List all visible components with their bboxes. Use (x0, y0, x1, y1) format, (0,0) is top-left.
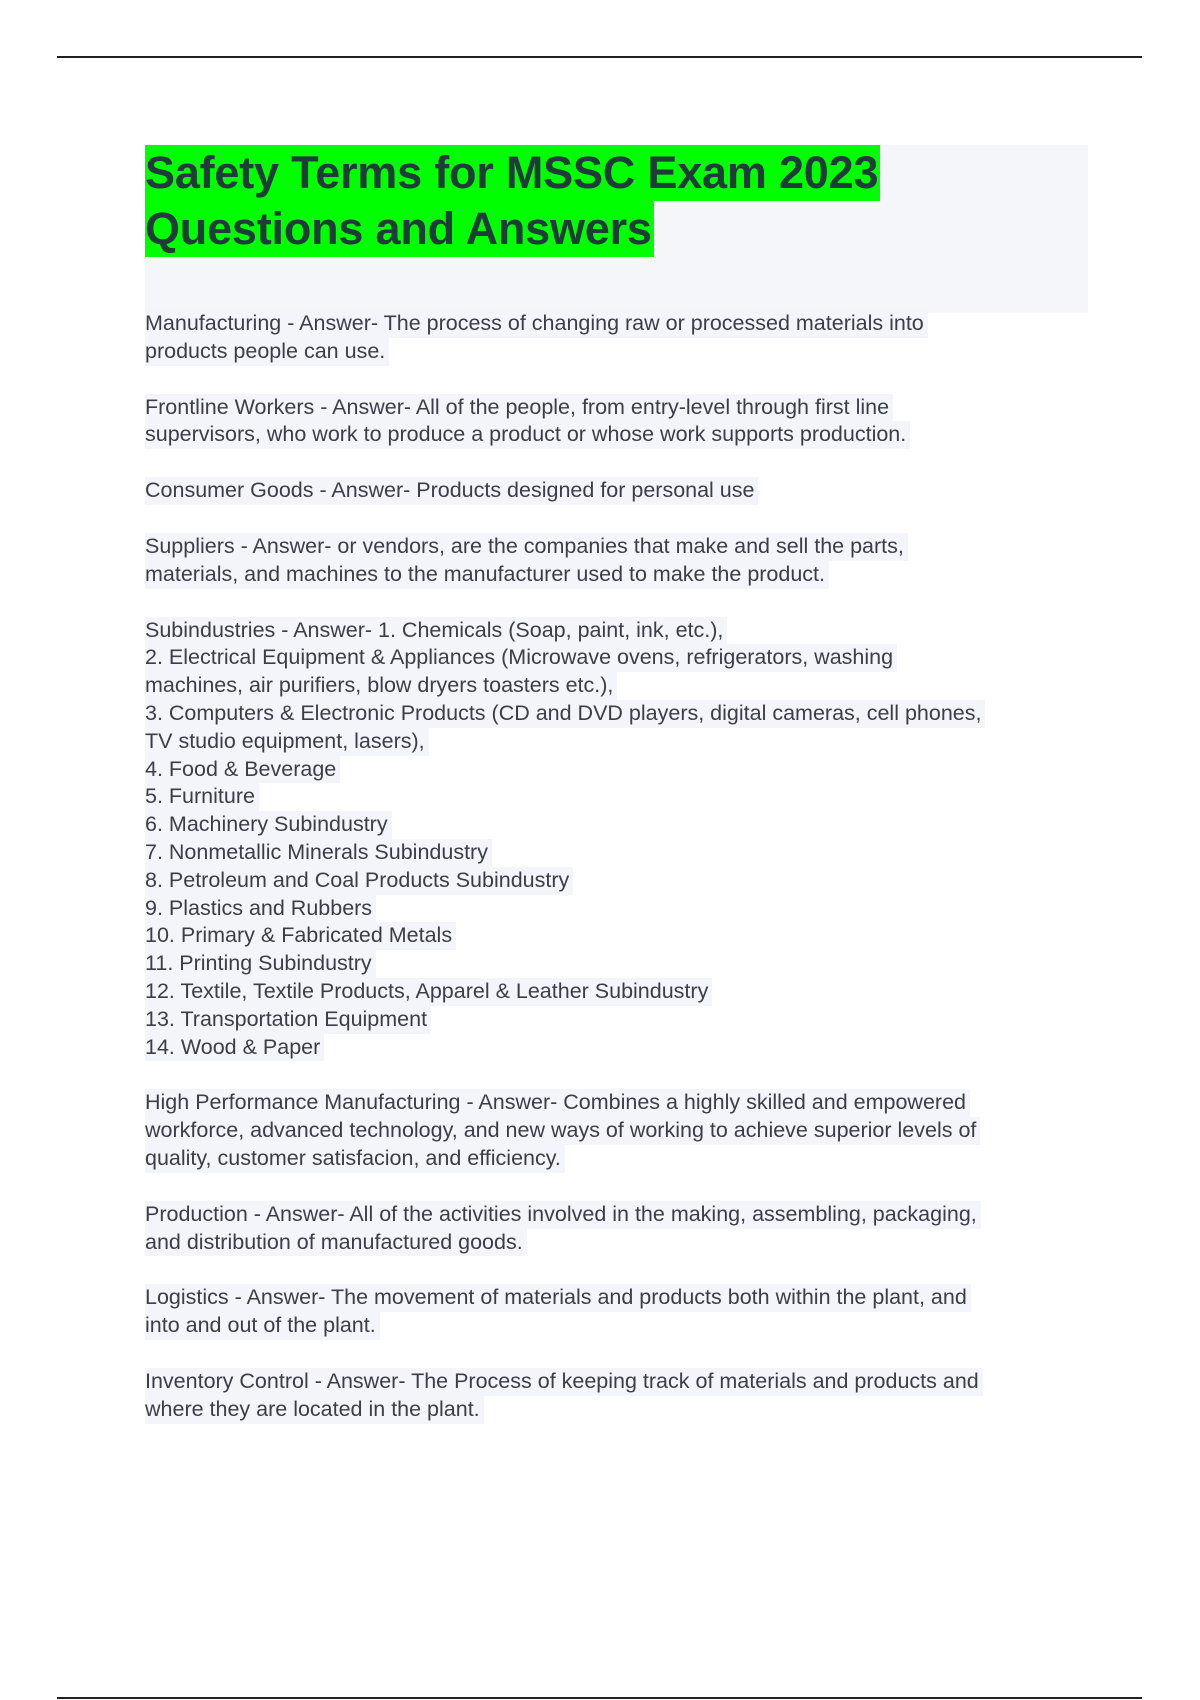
entry-line: Manufacturing - Answer- The process of changing raw or processed materials into (145, 310, 928, 338)
list-item: 11. Printing Subindustry (145, 950, 376, 978)
list-item: 14. Wood & Paper (145, 1034, 324, 1062)
entry-line: Production - Answer- All of the activities involved in the making, assembling, packaging, (145, 1201, 981, 1229)
list-item: 9. Plastics and Rubbers (145, 895, 376, 923)
entry-suppliers (145, 533, 1105, 589)
entry-line: where they are located in the plant. (145, 1396, 484, 1424)
entry-line: machines, air purifiers, blow dryers toasters etc.), (145, 672, 617, 700)
entry-line: Logistics - Answer- The movement of materials and products both within the plant, and (145, 1284, 971, 1312)
entry-line: into and out of the plant. (145, 1312, 380, 1340)
entry-manufacturing (145, 310, 1105, 366)
entry-line: products people can use. (145, 338, 389, 366)
entry-consumer-goods (145, 477, 1105, 505)
footer-rule (57, 1697, 1142, 1699)
list-item: 10. Primary & Fabricated Metals (145, 922, 456, 950)
entry-line: and distribution of manufactured goods. (145, 1229, 527, 1257)
entry-line: TV studio equipment, lasers), (145, 728, 429, 756)
entry-inventory-control (145, 1368, 1105, 1424)
document-title-line-2: Questions and Answers (145, 201, 654, 257)
document-title-line-1: Safety Terms for MSSC Exam 2023 (145, 145, 880, 201)
list-item: 6. Machinery Subindustry (145, 811, 392, 839)
entry-line: workforce, advanced technology, and new ways of working to achieve superior levels of (145, 1117, 980, 1145)
list-item: 7. Nonmetallic Minerals Subindustry (145, 839, 492, 867)
list-item: 5. Furniture (145, 783, 259, 811)
entry-line: Inventory Control - Answer- The Process of keeping track of materials and products and (145, 1368, 983, 1396)
header-rule (57, 56, 1142, 58)
list-item: 4. Food & Beverage (145, 756, 340, 784)
entry-line: materials, and machines to the manufacturer used to make the product. (145, 561, 829, 589)
entry-line: Subindustries - Answer- 1. Chemicals (Soap, paint, ink, etc.), (145, 617, 727, 645)
entry-logistics (145, 1284, 1105, 1340)
entry-line: Frontline Workers - Answer- All of the people, from entry-level through first line (145, 394, 893, 422)
entry-line: supervisors, who work to produce a product or whose work supports production. (145, 421, 910, 449)
entry-line: 2. Electrical Equipment & Appliances (Microwave ovens, refrigerators, washing (145, 644, 897, 672)
document-body (145, 310, 1105, 1452)
list-item: 8. Petroleum and Coal Products Subindustry (145, 867, 573, 895)
entry-line: quality, customer satisfacion, and efficiency. (145, 1145, 565, 1173)
list-item: 13. Transportation Equipment (145, 1006, 431, 1034)
list-item: 12. Textile, Textile Products, Apparel & Leather Subindustry (145, 978, 712, 1006)
entry-line: High Performance Manufacturing - Answer- Combines a highly skilled and empowered (145, 1089, 970, 1117)
entry-line: Consumer Goods - Answer- Products designed for personal use (145, 477, 758, 505)
entry-subindustries (145, 617, 1105, 1062)
entry-production (145, 1201, 1105, 1257)
entry-high-performance-manufacturing (145, 1089, 1105, 1172)
entry-line: 3. Computers & Electronic Products (CD and DVD players, digital cameras, cell phones, (145, 700, 985, 728)
entry-line: Suppliers - Answer- or vendors, are the companies that make and sell the parts, (145, 533, 908, 561)
entry-frontline-workers (145, 394, 1105, 450)
